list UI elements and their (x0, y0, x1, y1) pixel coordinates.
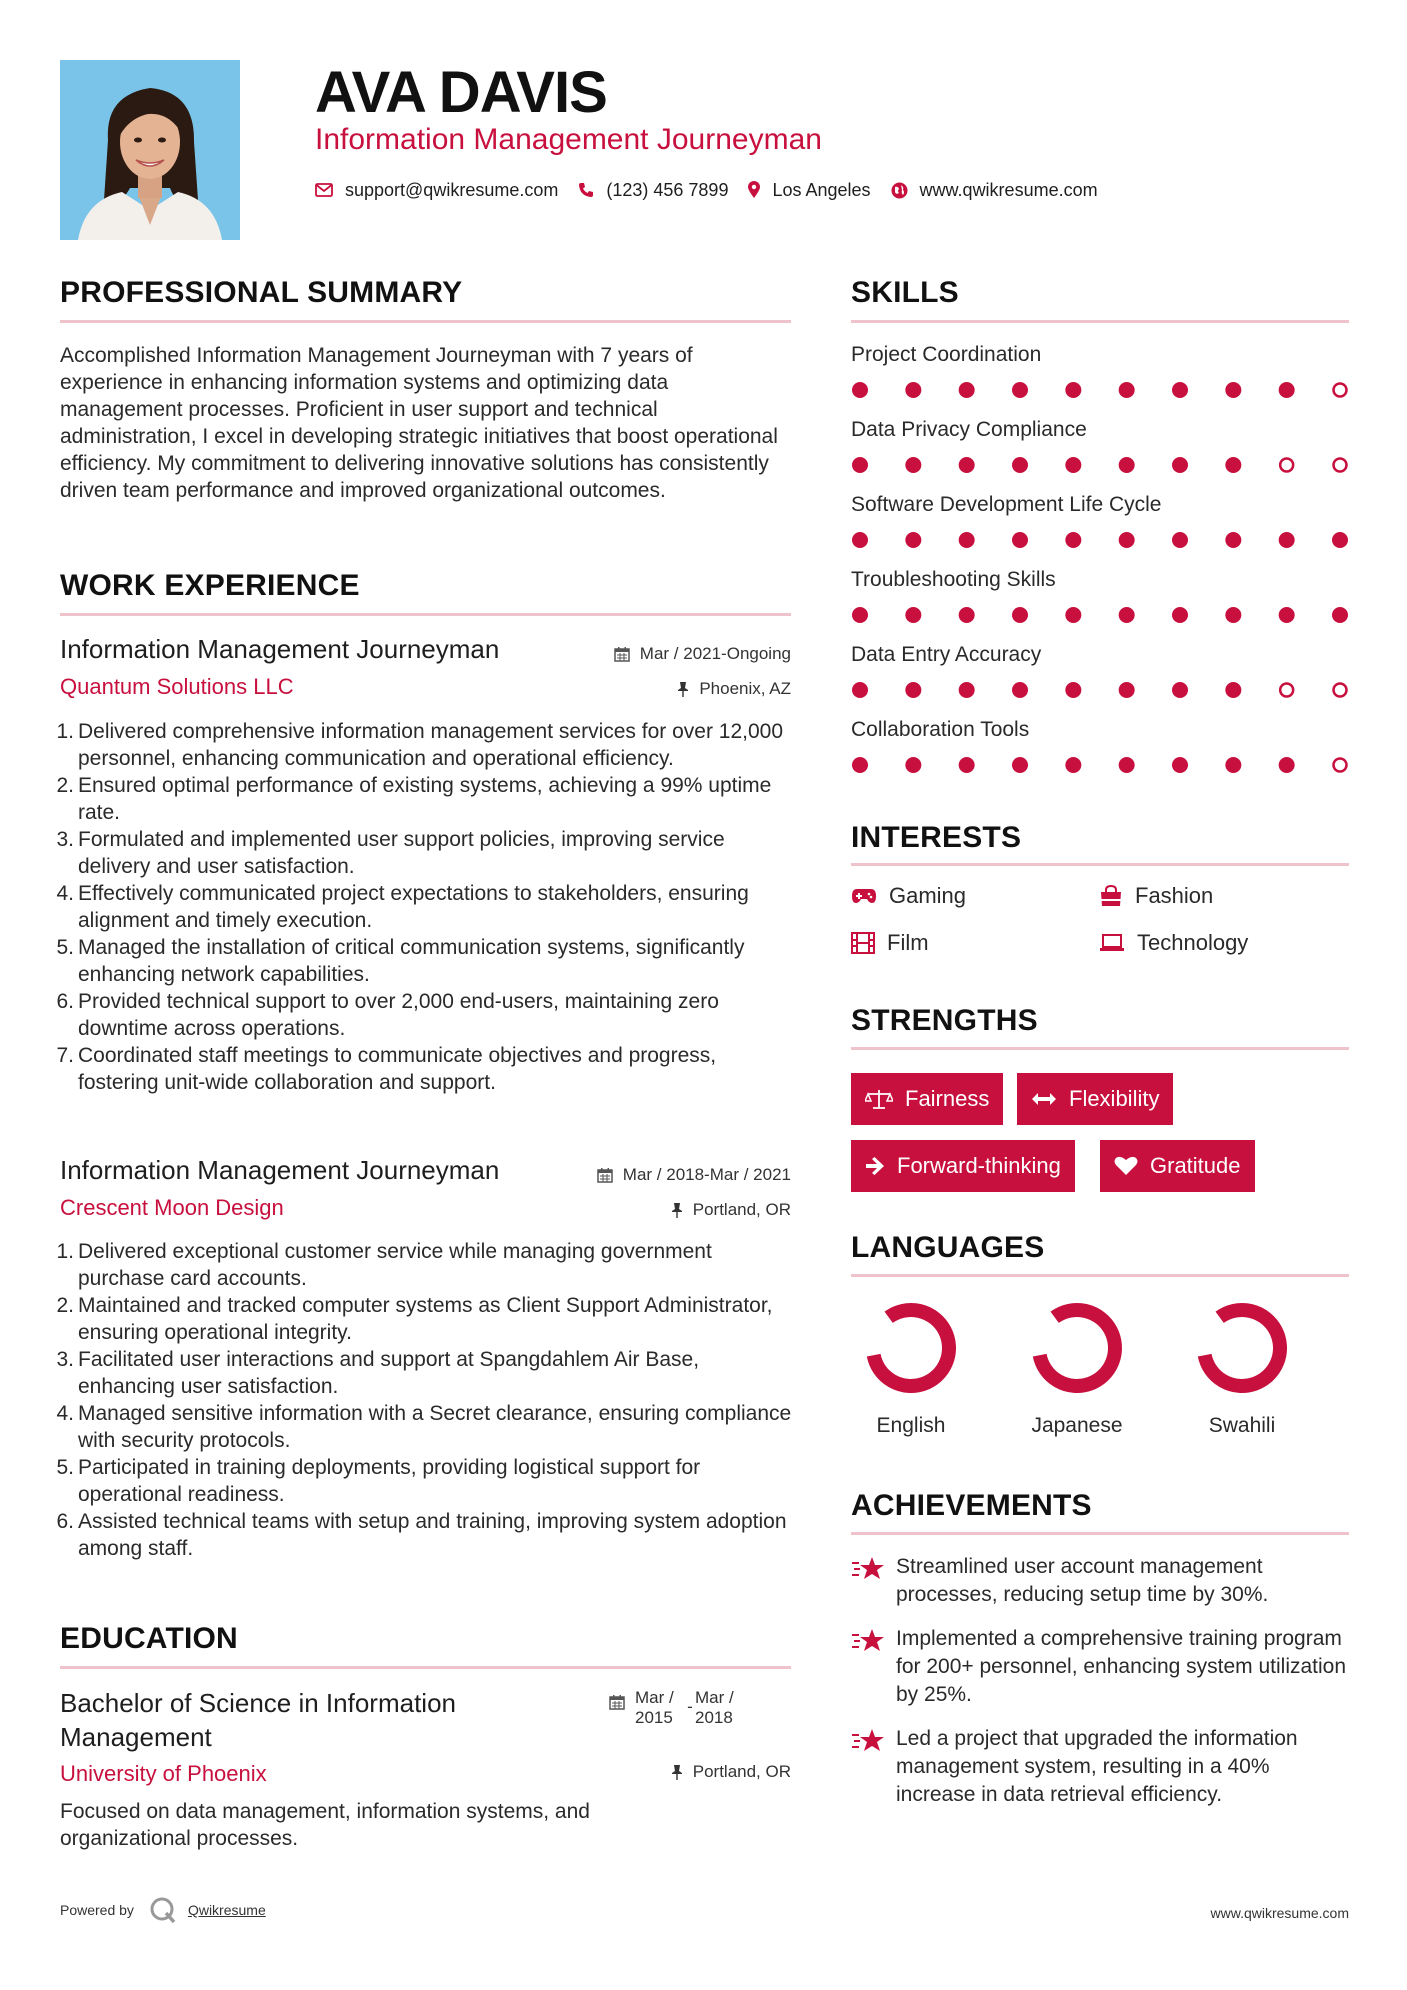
globe-icon (891, 182, 908, 199)
skill-dot-filled (1119, 532, 1135, 548)
job-dates (560, 1164, 791, 1186)
skill-dot-empty (1334, 759, 1347, 772)
language-proficiency-ring (1194, 1300, 1290, 1396)
skill-dot-filled (1119, 757, 1135, 773)
list-item: 4. Effectively communicated project expectations to stakeholders, ensuring alignment and timely execution. (56, 882, 749, 932)
phone-text: (123) 456 7899 (606, 179, 729, 200)
phone-icon (578, 182, 594, 198)
qwikresume-logo-icon (148, 1895, 178, 1925)
arrows-horizontal-icon (1031, 1092, 1057, 1106)
skill-dot-filled (905, 682, 921, 698)
skill-dot-filled (1279, 757, 1295, 773)
language-arc (1205, 1310, 1280, 1386)
skill-dot-filled (852, 757, 868, 773)
map-pin-icon (748, 181, 760, 199)
skill-dot-filled (1012, 682, 1028, 698)
skill-dot-filled (959, 532, 975, 548)
language-name: Japanese (1031, 1414, 1123, 1437)
skill-dot-filled (1172, 682, 1188, 698)
footer-website[interactable]: www.qwikresume.com (1210, 1905, 1349, 1921)
language-item (851, 1300, 971, 1440)
summary-text: Accomplished Information Management Journeyman with 7 years of experience in enhancing information systems and optimizing data management processes. Proficient in user support and technical administration, I excel in developing strategic initiatives that boost operational efficiency. My commitment to delivering innovative solutions has consistently driven team performance and improved organizational outcomes. (60, 344, 778, 502)
film-icon (851, 932, 875, 954)
list-item: 6. Assisted technical teams with setup and training, improving system adoption among staff. (56, 1510, 787, 1560)
experience-divider (60, 613, 791, 616)
job-bullets (56, 718, 795, 1096)
laptop-icon (1099, 933, 1125, 953)
interest-item (1099, 882, 1213, 910)
skill-dot-filled (1012, 457, 1028, 473)
skill-dot-filled (959, 607, 975, 623)
skill-dot-filled (1172, 382, 1188, 398)
skill-dot-filled (1119, 607, 1135, 623)
skill-rating-data-privacy (851, 455, 1349, 475)
skill-dot-filled (1119, 457, 1135, 473)
skill-dot-filled (1172, 532, 1188, 548)
gamepad-icon (851, 887, 877, 905)
skill-dot-filled (1225, 532, 1241, 548)
strength-tag (1017, 1073, 1173, 1125)
interests-divider (851, 863, 1349, 866)
skill-dot-filled (1332, 607, 1348, 623)
skill-dot-filled (852, 607, 868, 623)
skill-dot-filled (1172, 757, 1188, 773)
skill-dot-filled (1119, 382, 1135, 398)
pushpin-icon (671, 1202, 683, 1218)
email-text: support@qwikresume.com (345, 179, 559, 200)
skill-dot-filled (1279, 607, 1295, 623)
shopping-bag-icon (1099, 885, 1123, 907)
skill-dot-filled (1225, 682, 1241, 698)
languages-heading: LANGUAGES (851, 1231, 1045, 1264)
achievement-text: Implemented a comprehensive training program for 200+ personnel, enhancing system utilization by 25%. (896, 1627, 1347, 1706)
skill-dot-empty (1280, 459, 1293, 472)
list-item: 6. Provided technical support to over 2,000 end-users, maintaining zero downtime across operations. (56, 990, 719, 1040)
profile-photo (60, 60, 240, 240)
skill-dot-filled (959, 682, 975, 698)
skill-name: Data Entry Accuracy (851, 643, 1042, 666)
skill-dot-filled (1119, 682, 1135, 698)
job-bullets (56, 1238, 795, 1562)
list-item: 1. Delivered exceptional customer service while managing government purchase card accounts. (56, 1240, 712, 1290)
skill-dot-filled (1065, 382, 1081, 398)
skill-dot-filled (852, 682, 868, 698)
skill-dot-empty (1280, 684, 1293, 697)
job-title: Information Management Journeyman (60, 1155, 500, 1185)
skill-dot-filled (1012, 532, 1028, 548)
interest-label: Gaming (889, 883, 967, 908)
education-dates (609, 1688, 745, 1728)
list-item: 3. Facilitated user interactions and support at Spangdahlem Air Base, enhancing user satisfaction. (56, 1348, 700, 1398)
envelope-icon (315, 183, 333, 197)
skill-rating-sdlc (851, 530, 1349, 550)
skill-name: Data Privacy Compliance (851, 418, 1087, 441)
skill-dot-empty (1334, 384, 1347, 397)
strength-tag (851, 1073, 1003, 1125)
skills-divider (851, 320, 1349, 323)
list-item: 4. Managed sensitive information with a Secret clearance, ensuring compliance with security protocols. (56, 1402, 792, 1452)
skill-dot-filled (959, 457, 975, 473)
skill-dot-filled (1225, 757, 1241, 773)
skill-dot-filled (1012, 757, 1028, 773)
skill-dot-empty (1334, 684, 1347, 697)
arrow-right-icon (865, 1157, 885, 1175)
list-item: 5. Participated in training deployments, providing logistical support for operational readiness. (56, 1456, 701, 1506)
skill-name: Collaboration Tools (851, 718, 1030, 741)
interest-label: Fashion (1135, 883, 1214, 908)
list-item: 3. Formulated and implemented user support policies, improving service delivery and user satisfaction. (56, 828, 725, 878)
skill-rating-data-entry (851, 680, 1349, 700)
skill-dot-filled (1332, 532, 1348, 548)
shooting-star-icon (851, 1555, 885, 1581)
achievement-item (851, 1553, 1351, 1609)
skill-dot-filled (1225, 382, 1241, 398)
skill-dot-filled (852, 457, 868, 473)
interest-label: Film (887, 930, 929, 955)
achievement-item (851, 1725, 1351, 1809)
interest-label: Technology (1137, 930, 1249, 955)
contact-phone[interactable] (578, 180, 728, 201)
language-proficiency-ring (1029, 1300, 1125, 1396)
skill-dot-filled (905, 607, 921, 623)
skill-dot-filled (1065, 607, 1081, 623)
strengths-heading: STRENGTHS (851, 1004, 1038, 1037)
contact-location (748, 180, 870, 201)
degree-title: Bachelor of Science in Information Management (60, 1688, 456, 1752)
candidate-name: AVA DAVIS (315, 60, 607, 125)
skill-name: Software Development Life Cycle (851, 493, 1162, 516)
achievements-heading: ACHIEVEMENTS (851, 1489, 1092, 1522)
contact-website[interactable] (891, 180, 1098, 201)
achievement-item (851, 1625, 1351, 1709)
job-dates (560, 643, 791, 665)
candidate-title: Information Management Journeyman (315, 123, 822, 156)
language-item (1182, 1300, 1302, 1440)
skill-dot-filled (1065, 682, 1081, 698)
skill-name: Troubleshooting Skills (851, 568, 1056, 591)
skill-dot-filled (1279, 382, 1295, 398)
calendar-icon (609, 1694, 625, 1710)
languages-divider (851, 1274, 1349, 1277)
skill-dot-filled (1065, 457, 1081, 473)
strengths-divider (851, 1047, 1349, 1050)
skill-dot-filled (1225, 457, 1241, 473)
education-location-text: Portland, OR (692, 1762, 791, 1781)
summary-divider (60, 320, 791, 323)
skill-rating-collaboration-tools (851, 755, 1349, 775)
powered-by-text: Powered by (60, 1902, 134, 1918)
shooting-star-icon (851, 1727, 885, 1753)
language-arc (1040, 1310, 1115, 1386)
company-name: Crescent Moon Design (60, 1195, 284, 1220)
brand-link[interactable]: Qwikresume (187, 1902, 266, 1918)
experience-heading: WORK EXPERIENCE (60, 569, 360, 602)
strength-tag (851, 1140, 1075, 1192)
skill-dot-filled (905, 532, 921, 548)
list-item: 2. Maintained and tracked computer systems as Client Support Administrator, ensuring operational integrity. (56, 1294, 773, 1344)
skill-rating-troubleshooting (851, 605, 1349, 625)
strength-label: Fairness (905, 1086, 990, 1111)
education-divider (60, 1666, 791, 1669)
skill-dot-filled (959, 382, 975, 398)
education-heading: EDUCATION (60, 1622, 238, 1655)
skill-dot-filled (1172, 457, 1188, 473)
job-location-text: Portland, OR (692, 1200, 791, 1219)
list-item: 7. Coordinated staff meetings to communicate objectives and progress, fostering unit-wide collaboration and support. (56, 1044, 717, 1094)
job-location-text: Phoenix, AZ (699, 679, 791, 698)
heart-icon (1114, 1156, 1138, 1176)
scale-icon (865, 1088, 893, 1110)
skill-dot-filled (905, 457, 921, 473)
language-arc (874, 1310, 949, 1386)
skill-dot-filled (1065, 532, 1081, 548)
skill-dot-filled (852, 382, 868, 398)
strength-label: Forward-thinking (897, 1153, 1061, 1178)
strength-label: Gratitude (1150, 1153, 1241, 1178)
achievement-text: Streamlined user account management processes, reducing setup time by 30%. (896, 1555, 1269, 1606)
company-name: Quantum Solutions LLC (60, 674, 294, 699)
skill-rating-project-coordination (851, 380, 1349, 400)
job-location (560, 1199, 791, 1221)
skill-dot-filled (1012, 382, 1028, 398)
job-dates-text: Mar / 2021-Ongoing (639, 644, 791, 663)
skills-heading: SKILLS (851, 276, 959, 309)
interests-heading: INTERESTS (851, 821, 1022, 854)
skill-dot-filled (1172, 607, 1188, 623)
skill-dot-empty (1334, 459, 1347, 472)
skill-dot-filled (1012, 607, 1028, 623)
skill-dot-filled (1279, 532, 1295, 548)
education-description: Focused on data management, information systems, and organizational processes. (60, 1800, 590, 1850)
contact-bar (315, 178, 1118, 202)
summary-heading: PROFESSIONAL SUMMARY (60, 276, 463, 309)
language-proficiency-ring (863, 1300, 959, 1396)
interest-item (851, 929, 929, 957)
skill-dot-filled (905, 382, 921, 398)
education-start: Mar / 2015 (635, 1688, 674, 1727)
achievement-text: Led a project that upgraded the information management system, resulting in a 40% increase in data retrieval efficiency. (896, 1727, 1298, 1806)
interest-item (1099, 929, 1248, 957)
strength-tag (1100, 1140, 1255, 1192)
skill-name: Project Coordination (851, 343, 1042, 366)
job-dates-text: Mar / 2018-Mar / 2021 (622, 1165, 791, 1184)
job-location (560, 678, 791, 700)
language-item (1017, 1300, 1137, 1440)
education-location (560, 1761, 791, 1783)
list-item: 1. Delivered comprehensive information management services for over 12,000 personnel, enhancing communication and operational efficiency. (56, 720, 784, 770)
date-separator: - (687, 1697, 693, 1716)
shooting-star-icon (851, 1627, 885, 1653)
footer-powered-by (60, 1895, 266, 1925)
skill-dot-filled (852, 532, 868, 548)
portrait-image (60, 60, 240, 240)
job-title: Information Management Journeyman (60, 634, 500, 664)
skill-dot-filled (1225, 607, 1241, 623)
list-item: 2. Ensured optimal performance of existing systems, achieving a 99% uptime rate. (56, 774, 772, 824)
strength-label: Flexibility (1069, 1086, 1160, 1111)
education-end: Mar / 2018 (695, 1688, 734, 1727)
school-name: University of Phoenix (60, 1761, 267, 1786)
list-item: 5. Managed the installation of critical communication systems, significantly enhancing network capabilities. (56, 936, 745, 986)
calendar-icon (614, 646, 630, 662)
language-name: Swahili (1208, 1414, 1276, 1437)
skill-dot-filled (1065, 757, 1081, 773)
pushpin-icon (677, 681, 689, 697)
skill-dot-filled (905, 757, 921, 773)
calendar-icon (597, 1167, 613, 1183)
contact-email[interactable] (315, 180, 558, 201)
achievements-divider (851, 1532, 1349, 1535)
website-text: www.qwikresume.com (919, 179, 1098, 200)
location-text: Los Angeles (772, 179, 871, 200)
language-name: English (876, 1414, 946, 1437)
skill-dot-filled (959, 757, 975, 773)
pushpin-icon (671, 1764, 683, 1780)
interest-item (851, 882, 966, 910)
